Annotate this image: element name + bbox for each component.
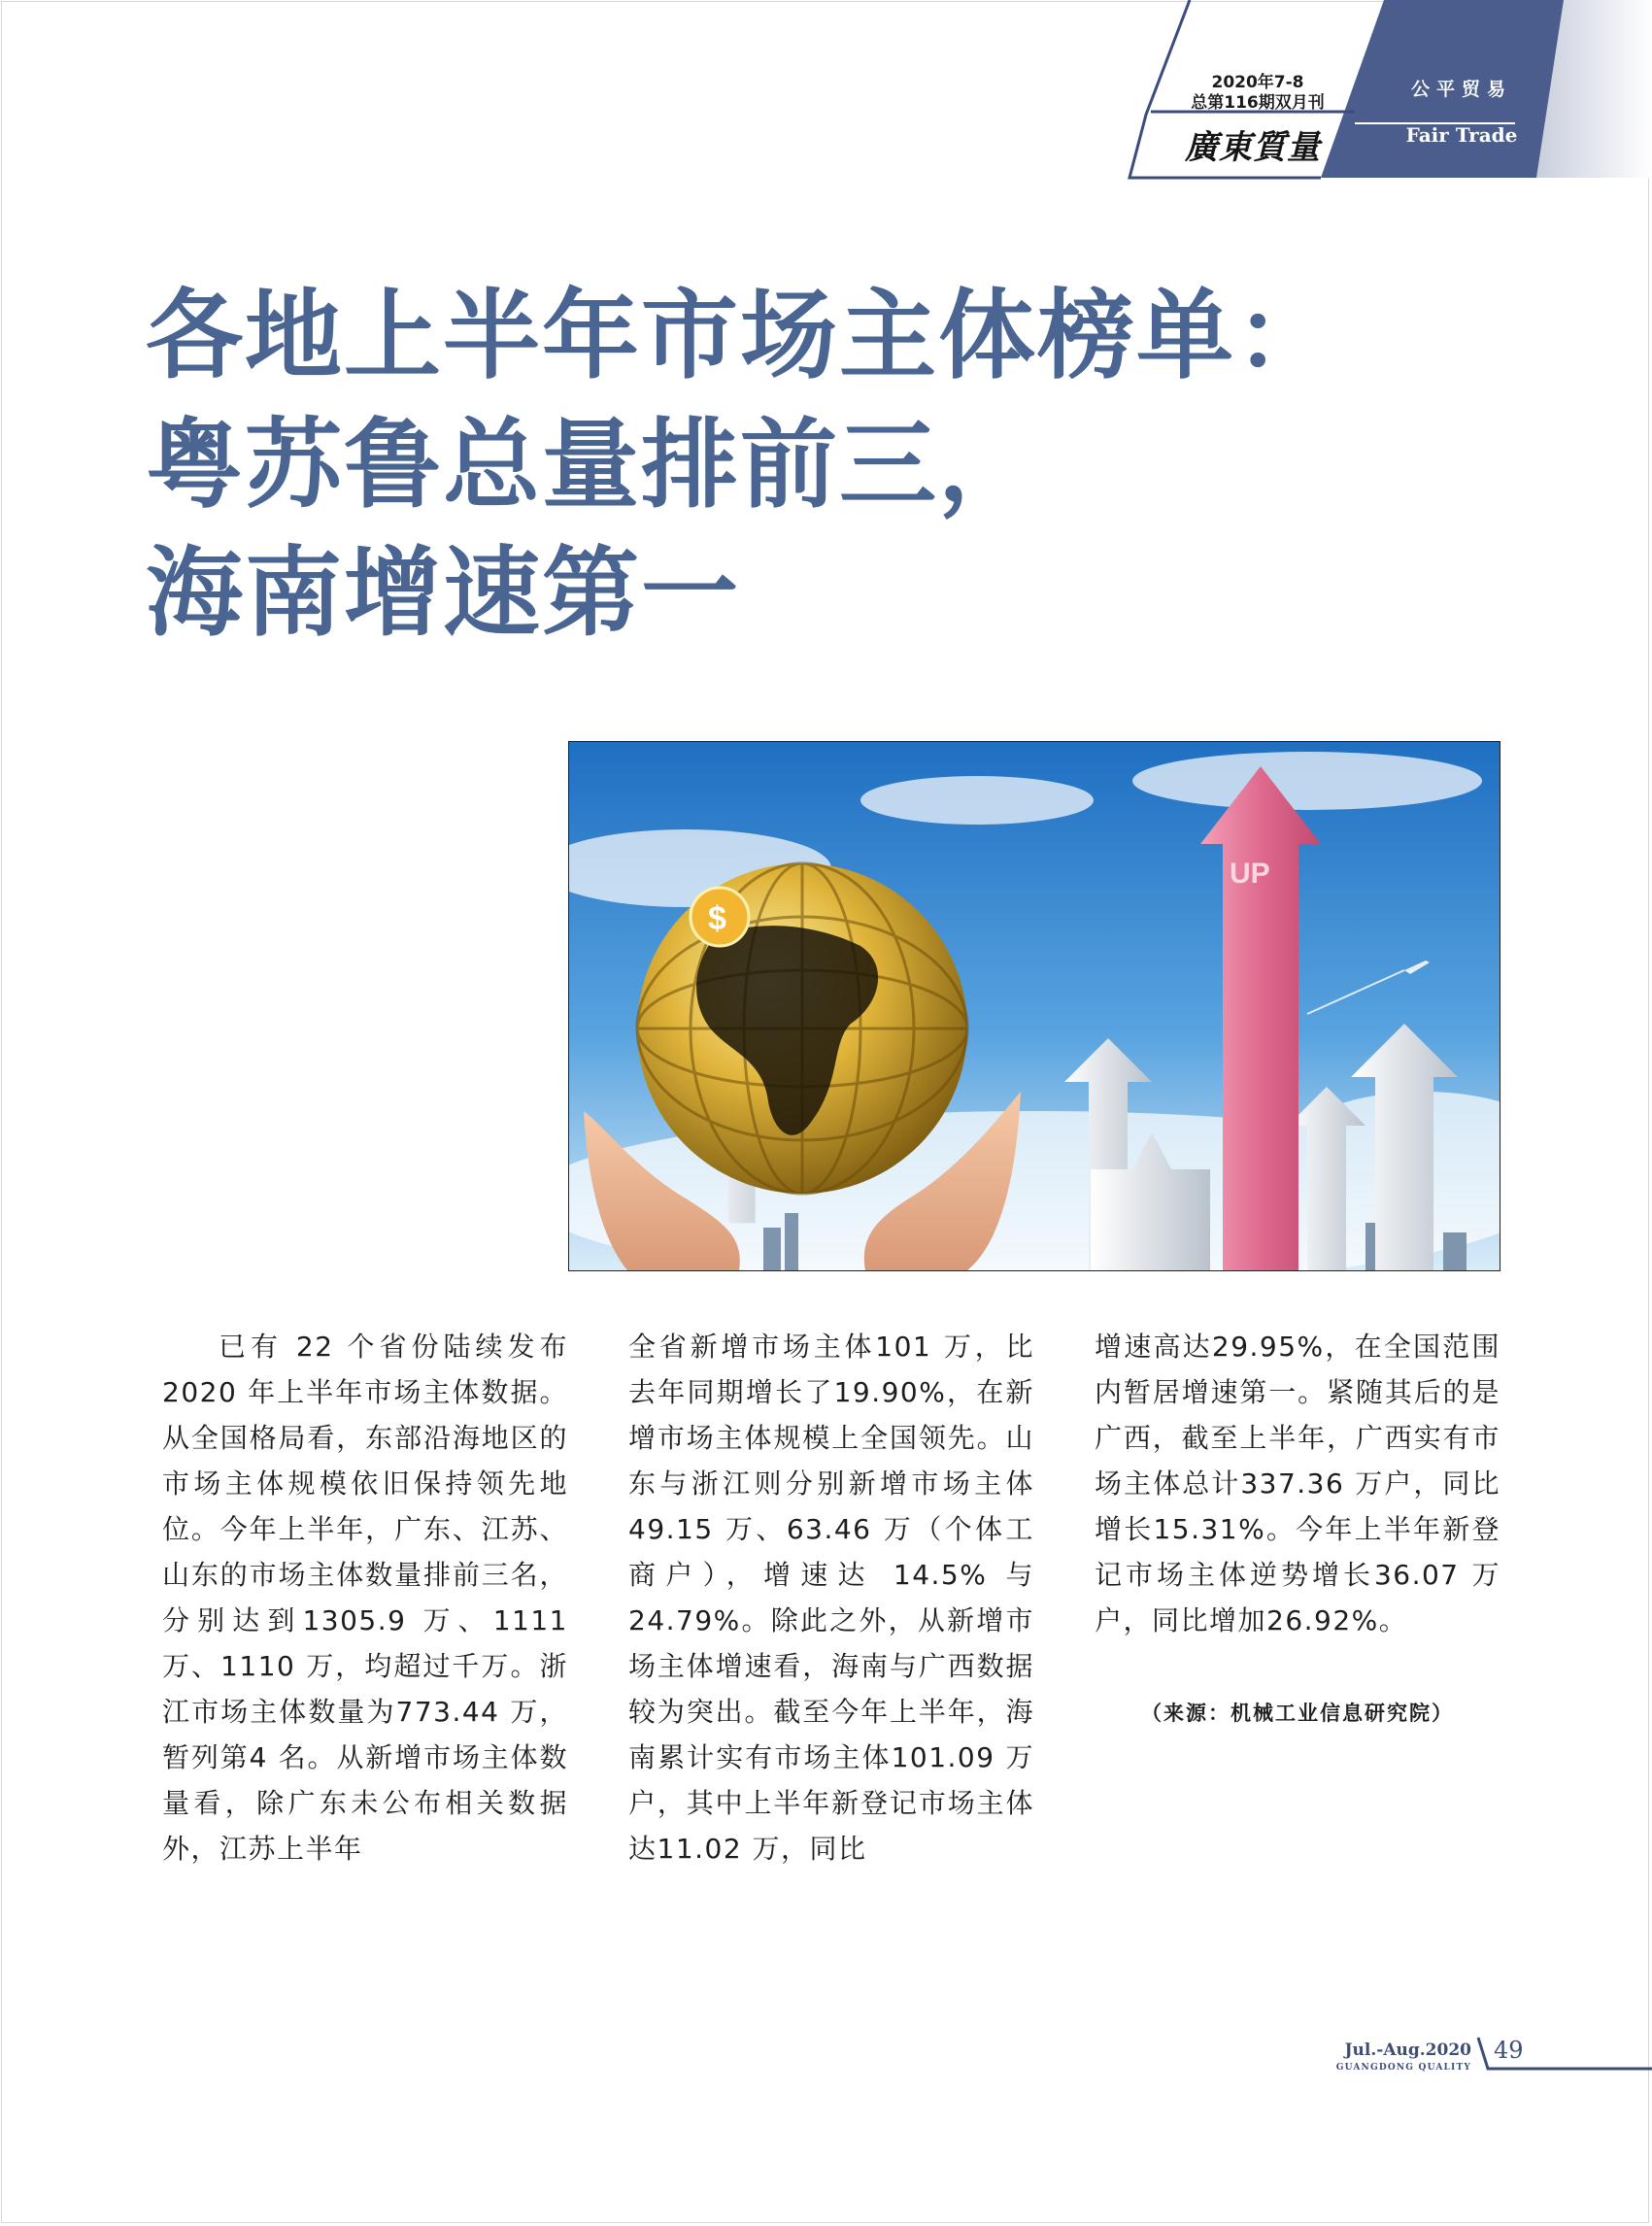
article-photo [568, 741, 1500, 1271]
coin-symbol: $ [708, 900, 726, 937]
footer-date: Jul.-Aug.2020 [1344, 2040, 1471, 2060]
article-title-line-3: 海南增速第一 [146, 535, 740, 650]
issue-date: 2020年7-8 [1211, 73, 1304, 92]
article-title-line-1: 各地上半年市场主体榜单： [146, 278, 1334, 392]
body-column-3: 增速高达29.95%，在全国范围内暂居增速第一。紧随其后的是广西，截至上半年，广西实有市场主体总计337.36 万户，同比增长15.31%。今年上半年新登记市场主体逆势增长36.07 万户，同比增加26.92%。 [1095, 1331, 1500, 1636]
article-title-line-2: 粤苏鲁总量排前三， [146, 407, 1037, 522]
body-column-1: 已有 22 个省份陆续发布2020 年上半年市场主体数据。从全国格局看，东部沿海地区的市场主体规模依旧保持领先地位。今年上半年，广东、江苏、山东的市场主体数量排前三名，分别达到1305.9 万、1111 万、1110 万，均超过千万。浙江市场主体数量为773.44 万，暂列第4 名。从新增市场主体数量看，除广东未公布相关数据外，江苏上半年 [162, 1331, 568, 1865]
section-title-en: Fair Trade [1405, 123, 1518, 147]
body-column-2: 全省新增市场主体101 万，比去年同期增长了19.90%，在新增市场主体规模上全国领先。山东与浙江则分别新增市场主体49.15 万、63.46 万（个体工商户），增速达 14.5% 与24.79%。除此之外，从新增市场主体增速看，海南与广西数据较为突出。截至今年上半年，海南累计实有市场主体101.09 万户，其中上半年新登记市场主体达11.02 万，同比 [628, 1331, 1034, 1865]
article-source: （来源：机械工业信息研究院） [1141, 1702, 1454, 1725]
page-number: 49 [1494, 2037, 1524, 2064]
issue-number: 总第116期双月刊 [1191, 93, 1325, 113]
golden-globe [637, 863, 967, 1194]
magazine-logo: 廣東質量 [1185, 128, 1321, 167]
section-title-cn: 公平贸易 [1410, 79, 1512, 100]
footer-magazine-name: GUANGDONG QUALITY [1335, 2063, 1471, 2073]
up-arrow-label: UP [1230, 858, 1270, 890]
